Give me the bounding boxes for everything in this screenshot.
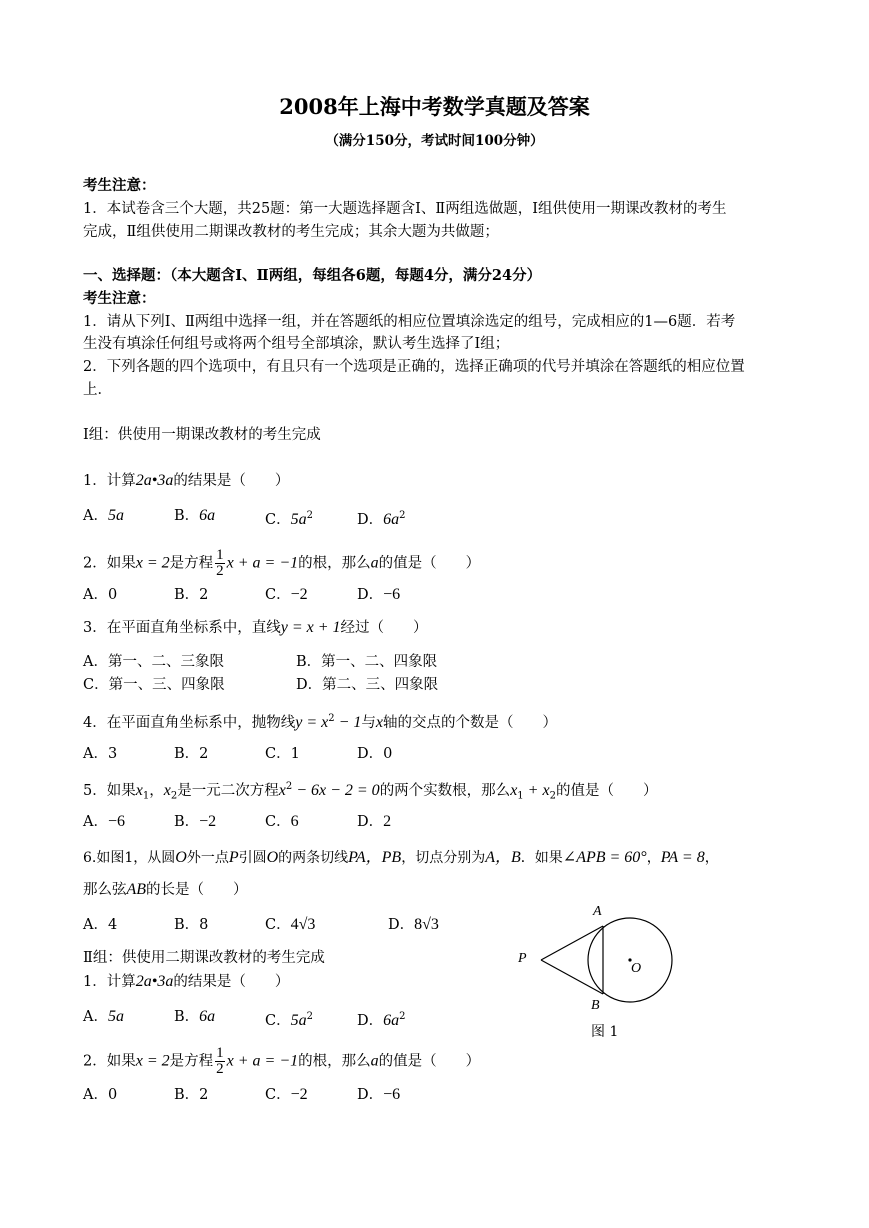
g1-q6-option-b: B．8: [174, 917, 209, 933]
g1-q5-option-d: D．2: [357, 813, 392, 830]
g2-question-2: 2．如果x = 2是方程 $\frac{1}{2}$ x + a = −1的根，那么a的值是（ ）: [83, 1045, 481, 1077]
fraction: $\frac{1}{2}$: [216, 547, 224, 579]
notice-line-1: 1．本试卷含三个大题，共25题：第一大题选择题含Ⅰ、Ⅱ两组选做题，Ⅰ组供使用一期课改教材的考生: [83, 201, 727, 217]
g2-q1-option-b: B．6a: [174, 1008, 216, 1025]
g1-question-2: 2．如果x = 2是方程 $\frac{1}{2}$ x + a = −1的根，那么a的值是（ ）: [83, 547, 481, 579]
q-text: 的结果是（ ）: [173, 473, 290, 489]
g1-q4-option-d: D．0: [357, 746, 393, 762]
notice-heading: 考生注意：: [83, 177, 156, 194]
g1-q5-option-b: B．−2: [174, 813, 217, 830]
g1-question-5: 5．如果$x_1$，$x_2$是一元二次方程$x^2 - 6x - 2 = 0$的两个实数根，那么$x_1 + x_2$的值是（ ）: [83, 781, 658, 802]
group1-heading: Ⅰ组：供使用一期课改教材的考生完成: [83, 427, 321, 443]
g1-q5-option-a: A．−6: [83, 813, 126, 830]
g1-q1-option-a: A．5a: [83, 507, 124, 524]
page-title: 2008年上海中考数学真题及答案: [279, 94, 590, 119]
g2-q2-option-c: C．−2: [265, 1086, 308, 1103]
figure-caption: 图 1: [591, 1024, 619, 1040]
g1-q2-option-d: D．−6: [357, 586, 401, 603]
section-notice-line-2: 生没有填涂任何组号或将两个组号全部填涂，默认考生选择了Ⅰ组；: [83, 336, 510, 352]
figure-1: [505, 902, 695, 1042]
g2-q1-option-c: C．$5a^2$: [265, 1011, 313, 1029]
page-subtitle: （满分150分，考试时间100分钟）: [325, 133, 544, 149]
tangent-pa: [541, 926, 603, 960]
g1-q1-option-b: B．6a: [174, 507, 216, 524]
label-o: O: [631, 961, 642, 976]
section-notice-heading: 考生注意：: [83, 290, 156, 307]
section-notice-line-1: 1．请从下列Ⅰ、Ⅱ两组中选择一组，并在答题纸的相应位置填涂选定的组号，完成相应的1—6题．若考: [83, 314, 736, 330]
g1-question-6-line-2: 那么弦AB的长是（ ）: [83, 881, 248, 898]
section-notice-line-4: 上．: [83, 382, 112, 398]
g1-q3-option-c: C．第一、三、四象限: [83, 677, 225, 693]
label-a: A: [593, 904, 602, 919]
g1-question-4: 4．在平面直角坐标系中，抛物线$y = x^2 - 1$与x轴的交点的个数是（ ）: [83, 713, 558, 731]
label-b: B: [591, 998, 600, 1013]
g1-question-1: [83, 471, 289, 491]
g1-question-6-line-1: 6.如图1，从圆O外一点P引圆O的两条切线PA，PB，切点分别为A，B．如果∠APB = 60°，PA = 8，: [83, 849, 719, 866]
g1-q6-option-d: D．8√3: [388, 916, 439, 933]
section-heading: 一、选择题：（本大题含Ⅰ、Ⅱ两组，每组各6题，每题4分，满分24分）: [83, 267, 542, 284]
g2-q1-option-a: A．5a: [83, 1008, 124, 1025]
g1-q2-option-c: C．−2: [265, 586, 308, 603]
g1-q2-option-a: A．0: [83, 587, 118, 603]
g1-q3-option-b: B．第一、二、四象限: [296, 654, 438, 670]
group2-heading: Ⅱ组：供使用二期课改教材的考生完成: [83, 950, 325, 966]
g1-q4-option-c: C．1: [265, 746, 300, 762]
g1-q4-option-b: B．2: [174, 746, 209, 762]
tangent-pb: [541, 960, 603, 994]
notice-line-2: 完成，Ⅱ组供使用二期课改教材的考生完成；其余大题为共做题；: [83, 224, 499, 240]
g1-q1-option-c: C．$5a^2$: [265, 510, 313, 528]
g1-q4-option-a: A．3: [83, 746, 118, 762]
q-math: 2a•3a: [135, 472, 174, 489]
g1-q1-option-d: D．$6a^2$: [357, 510, 406, 528]
fraction: $\frac{1}{2}$: [216, 1045, 224, 1077]
g2-q2-option-d: D．−6: [357, 1086, 401, 1103]
g2-q2-option-b: B．2: [174, 1087, 209, 1103]
g2-q2-option-a: A．0: [83, 1087, 118, 1103]
q-text: 1．计算: [83, 473, 136, 489]
label-p: P: [518, 951, 527, 966]
section-notice-line-3: 2．下列各题的四个选项中，有且只有一个选项是正确的，选择正确项的代号并填涂在答题纸的相应位置: [83, 359, 745, 375]
g1-q2-option-b: B．2: [174, 587, 209, 603]
g1-question-3: 3．在平面直角坐标系中，直线y = x + 1经过（ ）: [83, 619, 428, 636]
g1-q3-option-a: A．第一、二、三象限: [83, 654, 224, 670]
g2-question-1: 1．计算2a•3a的结果是（ ）: [83, 973, 290, 990]
g1-q6-option-c: C．4√3: [265, 916, 316, 933]
g1-q5-option-c: C．6: [265, 813, 299, 830]
g2-q1-option-d: D．$6a^2$: [357, 1011, 406, 1029]
g1-q3-option-d: D．第二、三、四象限: [296, 677, 439, 693]
g1-q6-option-a: A．4: [83, 917, 118, 933]
